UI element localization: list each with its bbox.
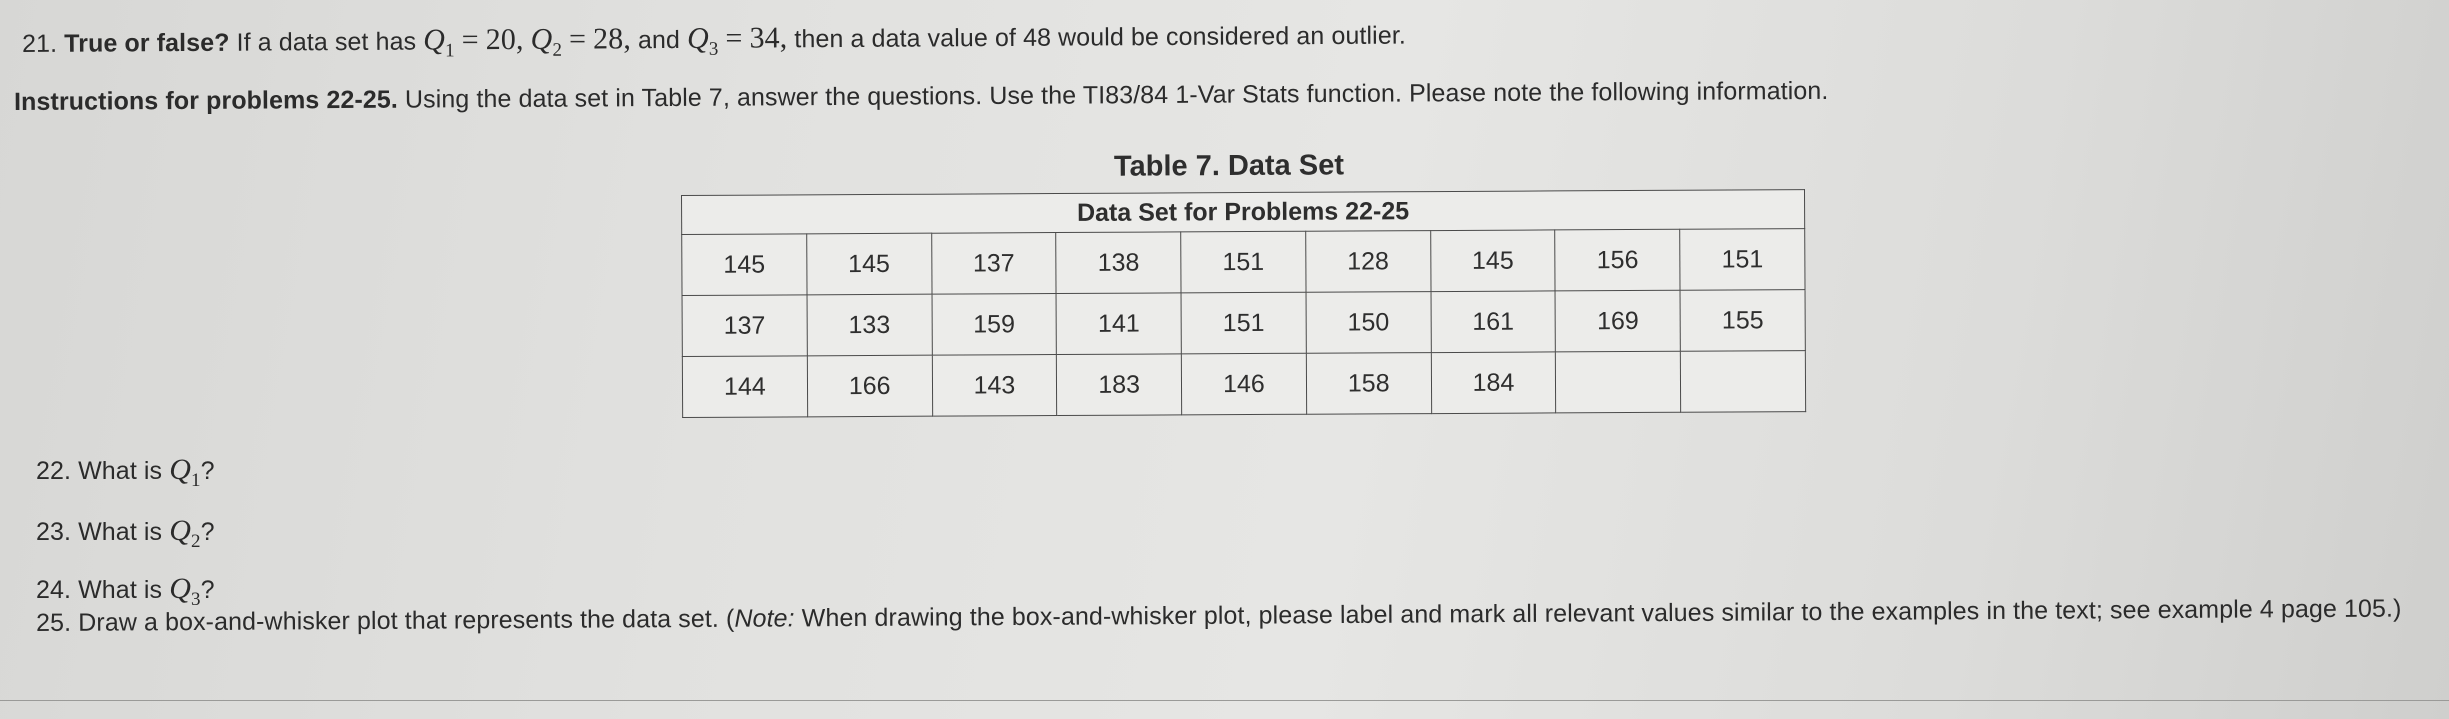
table-cell-empty [1556,351,1681,413]
question-number: 22. [36,457,72,485]
table-header: Data Set for Problems 22-25 [682,190,1805,235]
note-text: When drawing the box-and-whisker plot, please label and mark all relevant values similar to the examples in the text; see example 4 page 105.) [801,594,2402,633]
q1-value: 20, [485,22,524,57]
q1-symbol: $Q_1$ [423,23,455,62]
table-cell: 183 [1057,354,1182,416]
table-row [682,290,1805,357]
q2-symbol: $Q_2$ [169,514,201,552]
table-cell: 137 [931,233,1056,295]
table-cell: 156 [1555,229,1680,291]
table-cell: 155 [1680,290,1805,352]
data-table-container [681,189,1806,418]
table-cell: 137 [682,295,807,357]
question-25: 25. Draw a box-and-whisker plot that represents the data set. (Note: When drawing the box-and-whisker plot, please label and mark all relevant values similar to the examples in the text; see example 4 page 105.) [36,594,2402,637]
question-21: 21. True or false? If a data set has $Q_1 = 20$, $Q_2 = 28$, and $Q_3 = 34$, then a data value of 48 would be considered an outlier. [22,21,1406,62]
question-text: If a data set has [236,27,417,57]
table-caption: Table 7. Data Set [1113,149,1345,183]
table-cell-empty [1680,351,1805,413]
question-number: 21. [22,29,58,58]
q2-symbol: $Q_2$ [530,22,563,61]
table-cell: 133 [807,294,932,356]
table-cell: 166 [807,355,932,417]
q3-symbol: $Q_3$ [686,21,719,60]
instructions-text: Using the data set in Table 7, answer the questions. Use the TI83/84 1-Var Stats function. Please note the following information. [404,76,1829,114]
q3-symbol: $Q_3$ [169,572,201,610]
question-number: 24. [36,576,72,604]
instructions [14,77,1829,117]
table-cell: 151 [1181,231,1306,293]
page-divider [0,700,2449,701]
question-text: What is [78,457,163,485]
q2-value: 28, [592,22,632,56]
instructions-label: Instructions for problems 22-25. [14,85,399,116]
table-cell: 150 [1306,292,1431,354]
data-table [681,189,1806,418]
question-22: 22. What is $Q_1$? [36,453,215,491]
question-text: What is [78,518,163,546]
table-cell: 145 [682,234,807,296]
true-or-false-label: True or false? [64,28,230,58]
table-cell: 184 [1431,352,1556,414]
question-text: What is [78,576,163,604]
table-cell: 159 [932,294,1057,356]
table-cell: 146 [1181,353,1306,415]
question-text-end: then a data value of 48 would be considered an outlier. [794,21,1406,54]
table-cell: 151 [1680,229,1805,291]
table-cell: 138 [1056,232,1181,294]
question-24: 24. What is $Q_3$? [36,572,215,610]
table-cell: 158 [1306,353,1431,415]
table-cell: 169 [1555,290,1680,352]
question-text: Draw a box-and-whisker plot that represents the data set. [78,604,720,637]
table-cell: 145 [1430,230,1555,292]
question-23: 23. What is $Q_2$? [36,514,215,552]
table-cell: 128 [1306,231,1431,293]
table-row [682,229,1805,296]
table-cell: 143 [932,355,1057,417]
question-number: 25. [36,608,72,637]
table-cell: 144 [682,356,807,418]
and-word: and [637,25,681,55]
q3-value: 34, [749,21,788,55]
table-row [682,351,1805,418]
table-cell: 141 [1056,293,1181,355]
table-cell: 151 [1181,292,1306,354]
table-cell: 145 [806,233,931,295]
table-cell: 161 [1431,291,1556,353]
q1-symbol: $Q_1$ [169,453,201,491]
note-label: Note: [734,604,795,633]
question-number: 23. [36,518,72,546]
